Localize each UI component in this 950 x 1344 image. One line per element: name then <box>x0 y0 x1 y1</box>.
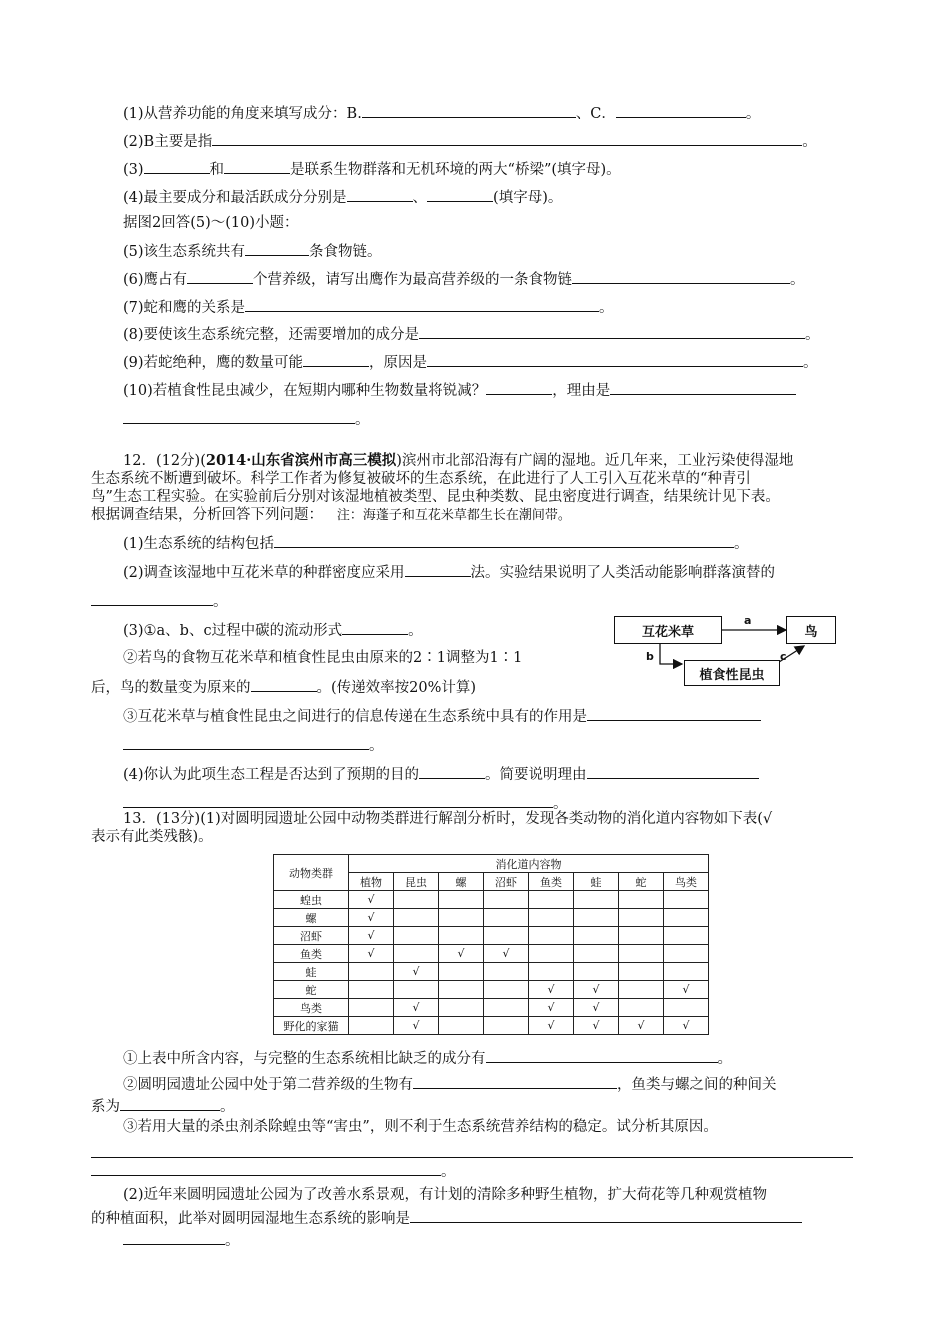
table-cell: √ <box>529 981 574 999</box>
table-cell <box>619 963 664 981</box>
table-row-label: 蝗虫 <box>274 891 349 909</box>
table-cell <box>619 945 664 963</box>
table-cell <box>664 927 709 945</box>
q12-sub-3: (3)①a、b、c过程中碳的流动形式 。 <box>123 620 423 640</box>
table-row <box>274 945 709 963</box>
table-cell: √ <box>349 945 394 963</box>
table-cell <box>619 891 664 909</box>
table-cell <box>439 1017 484 1035</box>
q11-line-6: (5)该生态系统共有 条食物链。 <box>123 241 382 261</box>
table-cell <box>349 981 394 999</box>
table-row <box>274 909 709 927</box>
blank-missing-parts[interactable] <box>486 1048 718 1063</box>
q13-head-2: 表示有此类残骸)。 <box>91 829 213 845</box>
table-cell <box>574 927 619 945</box>
table-cell <box>484 909 529 927</box>
table-col-header: 蛙 <box>574 873 619 891</box>
q13-sub-2: (2)近年来圆明园遗址公园为了改善水系景观，有计划的清除多种野生植物，扩大荷花等几种观赏植物 <box>123 1187 768 1203</box>
q12-source: 2014·山东省滨州市高三模拟 <box>205 452 397 469</box>
table-col-header: 蛇 <box>619 873 664 891</box>
table-cell <box>439 999 484 1017</box>
table-cell <box>664 945 709 963</box>
q13-sub-1c-line1 <box>91 1143 853 1163</box>
q13-sub-1b: ②圆明园遗址公园中处于第二营养级的生物有 ，鱼类与螺之间的种间关 <box>123 1074 777 1094</box>
q12-line-4: 根据调查结果，分析回答下列问题： 注：海蓬子和互花米草都生长在潮间带。 <box>91 507 571 523</box>
arrow-b <box>660 644 682 664</box>
blank-succession[interactable] <box>91 591 213 606</box>
q11-line-9: (8)要使该生态系统完整，还需要增加的成分是 。 <box>123 324 820 344</box>
q13-sub-1b-cont: 系为 。 <box>91 1096 235 1116</box>
table-cell <box>349 1017 394 1035</box>
blank-food-chain[interactable] <box>572 269 790 284</box>
table-cell <box>394 891 439 909</box>
q13-sub-1a: ①上表中所含内容，与完整的生态系统相比缺乏的成分有 。 <box>123 1048 732 1068</box>
table-cell: √ <box>394 1017 439 1035</box>
blank-c[interactable] <box>616 103 746 118</box>
table-col-header: 鱼类 <box>529 873 574 891</box>
table-cell <box>484 963 529 981</box>
table-cell <box>574 909 619 927</box>
label-c: c <box>780 650 787 663</box>
table-cell <box>619 981 664 999</box>
q11-line-1: (1)从营养功能的角度来填写成分：B. 、C． 。 <box>123 103 760 123</box>
table-cell <box>349 963 394 981</box>
table-cell: √ <box>664 981 709 999</box>
table-cell <box>439 891 484 909</box>
blank-reason[interactable] <box>427 352 803 367</box>
blank-goal-reason[interactable] <box>587 764 759 779</box>
q11-line-12: 。 <box>123 409 370 429</box>
q12-sub-3-3-cont: 。 <box>123 735 384 755</box>
table-cell <box>484 891 529 909</box>
table-row <box>274 981 709 999</box>
table-cell <box>439 963 484 981</box>
blank-second-trophic[interactable] <box>413 1074 617 1089</box>
blank-food-chains[interactable] <box>245 241 309 256</box>
diet-table <box>273 854 709 1035</box>
blank-reason-10[interactable] <box>610 380 796 395</box>
table-cell <box>484 999 529 1017</box>
blank-relationship[interactable] <box>245 297 599 312</box>
table-cell <box>529 891 574 909</box>
q13-sub-2-cont: 的种植面积，此举对圆明园湿地生态系统的影响是 <box>91 1208 802 1228</box>
blank-info-role[interactable] <box>587 706 761 721</box>
table-group-header: 消化道内容物 <box>349 855 709 873</box>
table-cell: √ <box>574 999 619 1017</box>
blank-organism[interactable] <box>486 380 552 395</box>
table-cell <box>439 927 484 945</box>
table-cell <box>529 963 574 981</box>
table-col-header: 植物 <box>349 873 394 891</box>
table-cell <box>529 909 574 927</box>
label-a: a <box>744 614 752 627</box>
q12-sub-2-cont: 。 <box>91 591 228 611</box>
table-cell <box>574 891 619 909</box>
q11-line-5: 据图2回答(5)～(10)小题： <box>123 215 299 231</box>
box-herbivore-insect: 植食性昆虫 <box>684 660 780 686</box>
table-cell <box>619 909 664 927</box>
table-cell: √ <box>439 945 484 963</box>
q12-sub-2: (2)调查该湿地中互花米草的种群密度应采用 法。实验结果说明了人类活动能影响群落演替的 <box>123 562 775 582</box>
table-cell: √ <box>529 1017 574 1035</box>
table-row-label: 鱼类 <box>274 945 349 963</box>
q11-line-8: (7)蛇和鹰的关系是 。 <box>123 297 614 317</box>
table-cell <box>394 945 439 963</box>
blank-trophic-levels[interactable] <box>187 269 253 284</box>
table-cell: √ <box>664 1017 709 1035</box>
q11-line-2: (2)B主要是指 。 <box>123 131 817 151</box>
blank-missing-component[interactable] <box>419 324 805 339</box>
blank-impact-cont[interactable] <box>123 1230 225 1245</box>
q11-line-4: (4)最主要成分和最活跃成分分别是 、 (填字母)。 <box>123 187 562 207</box>
table-col-header: 螺 <box>439 873 484 891</box>
table-cell <box>574 945 619 963</box>
label-b: b <box>646 650 654 663</box>
q12-line-3: 鸟”生态工程实验。在实验前后分别对该湿地植被类型、昆虫种类数、昆虫密度进行调查，结果统计见下表。 <box>91 489 780 505</box>
q12-line-2: 生态系统不断遭到破坏。科学工作者为修复被破坏的生态系统，在此进行了人工引入互花米草的“种青引 <box>91 471 751 487</box>
table-corner: 动物类群 <box>274 855 349 891</box>
table-col-header: 昆虫 <box>394 873 439 891</box>
table-cell <box>394 981 439 999</box>
blank-bird-ratio[interactable] <box>251 677 317 692</box>
table-cell <box>529 927 574 945</box>
table-cell <box>484 1017 529 1035</box>
table-row <box>274 927 709 945</box>
blank-b-meaning[interactable] <box>212 131 802 146</box>
q11-line-7: (6)鹰占有 个营养级，请写出鹰作为最高营养级的一条食物链 。 <box>123 269 805 289</box>
table-row <box>274 999 709 1017</box>
blank-main-component[interactable] <box>347 187 413 202</box>
blank-pesticide-reason[interactable] <box>91 1143 853 1158</box>
table-cell: √ <box>529 999 574 1017</box>
table-row-label: 蛇 <box>274 981 349 999</box>
q12-sub-3-2: ②若鸟的食物互花米草和植食性昆虫由原来的2∶1调整为1∶1 <box>123 650 523 666</box>
table-row <box>274 891 709 909</box>
table-col-header: 鸟类 <box>664 873 709 891</box>
q13-sub-1c: ③若用大量的杀虫剂杀除蝗虫等“害虫”，则不利于生态系统营养结构的稳定。试分析其原因。 <box>123 1119 718 1135</box>
table-cell <box>619 927 664 945</box>
table-cell <box>484 927 529 945</box>
q13-sub-1c-line2: 。 <box>91 1161 456 1181</box>
table-cell <box>664 963 709 981</box>
table-cell <box>394 927 439 945</box>
table-row-label: 螺 <box>274 909 349 927</box>
q12-sub-1: (1)生态系统的结构包括 。 <box>123 533 749 553</box>
blank-carbon-form[interactable] <box>342 620 408 635</box>
blank-bridge-1[interactable] <box>144 159 210 174</box>
blank-goal-met[interactable] <box>419 764 485 779</box>
q12-head: 12．(12分)(2014·山东省滨州市高三模拟)滨州市北部沿海有广阔的湿地。近几年来，工业污染使得湿地 <box>123 452 794 469</box>
table-cell: √ <box>349 909 394 927</box>
blank-active-component[interactable] <box>427 187 493 202</box>
table-row <box>274 963 709 981</box>
table-col-header: 沼虾 <box>484 873 529 891</box>
blank-goal-reason-cont[interactable] <box>123 793 553 808</box>
table-cell <box>664 999 709 1017</box>
table-cell: √ <box>484 945 529 963</box>
table-cell <box>574 963 619 981</box>
table-cell: √ <box>394 999 439 1017</box>
q12-sub-3-3: ③互花米草与植食性昆虫之间进行的信息传递在生态系统中具有的作用是 <box>123 706 761 726</box>
table-header-row <box>274 855 709 873</box>
table-row-label: 野化的家猫 <box>274 1017 349 1035</box>
table-cell <box>529 945 574 963</box>
q12-sub-4: (4)你认为此项生态工程是否达到了预期的目的 。简要说明理由 <box>123 764 759 784</box>
blank-reason-10-cont[interactable] <box>123 409 355 424</box>
q12-sub-4-cont: 。 <box>123 793 568 813</box>
table-cell <box>619 999 664 1017</box>
table-cell: √ <box>349 891 394 909</box>
blank-pesticide-reason-cont[interactable] <box>91 1161 441 1176</box>
table-cell <box>394 909 439 927</box>
table-cell <box>349 999 394 1017</box>
blank-interspecies[interactable] <box>120 1096 220 1111</box>
q12-sub-3-2-cont: 后，鸟的数量变为原来的 。(传递效率按20%计算) <box>91 677 476 697</box>
blank-eagle-count[interactable] <box>303 352 369 367</box>
blank-impact[interactable] <box>410 1208 802 1223</box>
q11-line-10: (9)若蛇绝种，鹰的数量可能 ，原因是 。 <box>123 352 818 372</box>
table-row-label: 蛙 <box>274 963 349 981</box>
table-cell: √ <box>574 1017 619 1035</box>
q13-head: 13．(13分)(1)对圆明园遗址公园中动物类群进行解剖分析时，发现各类动物的消化道内容物如下表(√ <box>123 811 773 827</box>
table-cell <box>439 909 484 927</box>
blank-b[interactable] <box>362 103 576 118</box>
table-cell <box>439 981 484 999</box>
box-spartina: 互花米草 <box>614 616 722 644</box>
table-cell: √ <box>394 963 439 981</box>
table-cell <box>664 909 709 927</box>
q12-note: 注：海蓬子和互花米草都生长在潮间带。 <box>336 508 571 523</box>
table-row-label: 鸟类 <box>274 999 349 1017</box>
table-cell: √ <box>619 1017 664 1035</box>
table-cell: √ <box>349 927 394 945</box>
blank-structure[interactable] <box>274 533 734 548</box>
table-cell <box>664 891 709 909</box>
table-cell: √ <box>574 981 619 999</box>
q11-line-11: (10)若植食性昆虫减少，在短期内哪种生物数量将锐减？ ，理由是 <box>123 380 796 400</box>
table-cell <box>484 981 529 999</box>
blank-info-role-cont[interactable] <box>123 735 369 750</box>
table-row <box>274 1017 709 1035</box>
box-bird: 鸟 <box>786 616 836 644</box>
q11-line-3: (3) 和 是联系生物群落和无机环境的两大“桥梁”(填字母)。 <box>123 159 621 179</box>
q13-sub-2-end: 。 <box>123 1230 240 1250</box>
blank-method[interactable] <box>405 562 471 577</box>
table-row-label: 沼虾 <box>274 927 349 945</box>
blank-bridge-2[interactable] <box>224 159 290 174</box>
